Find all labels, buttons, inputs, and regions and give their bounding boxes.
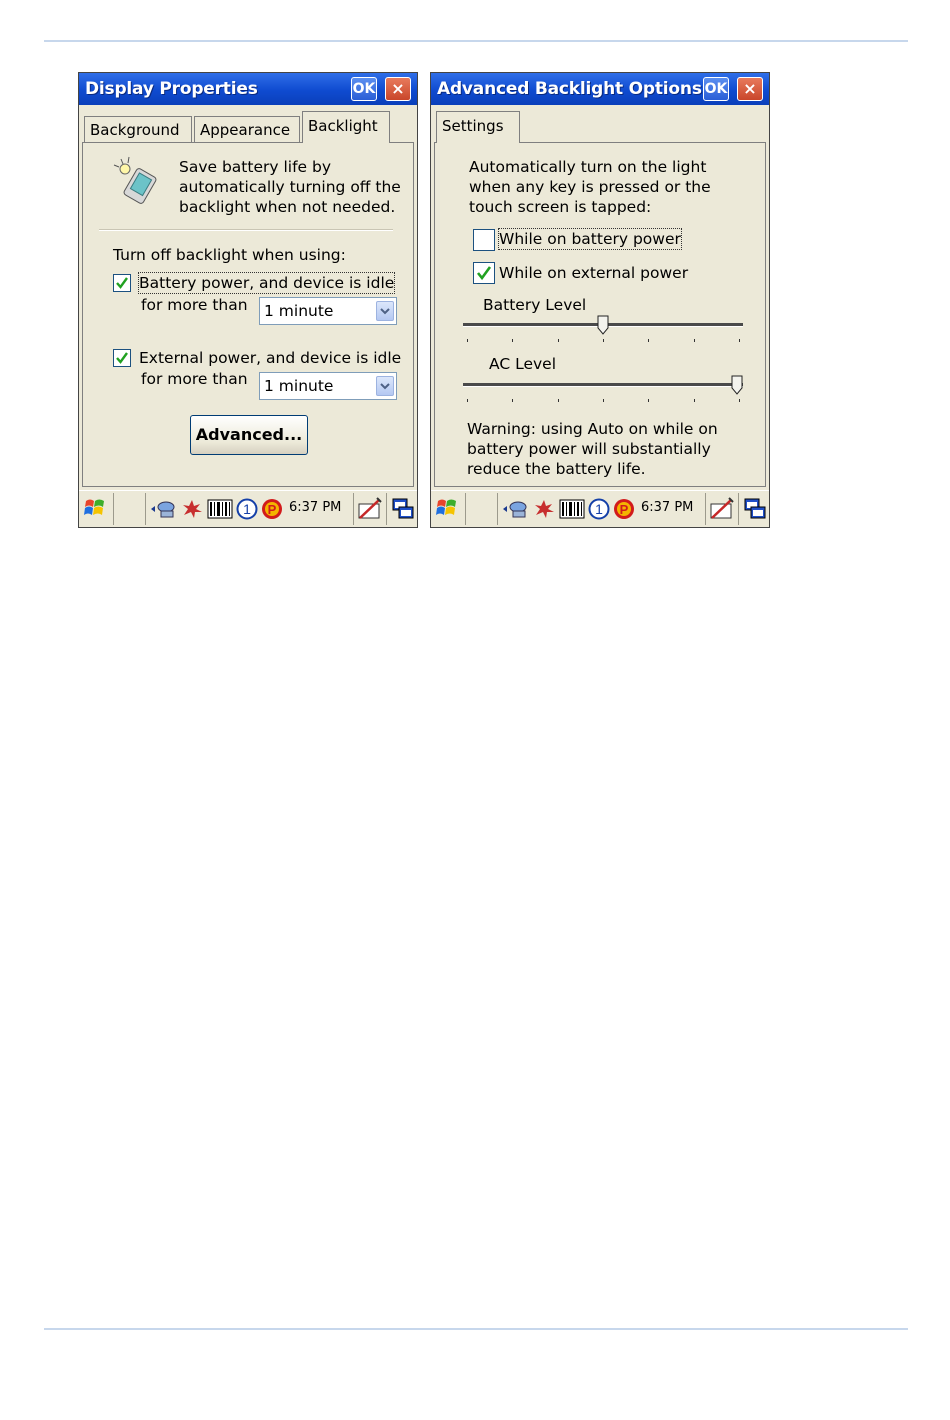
window-title: Display Properties	[79, 73, 417, 105]
svg-text:1: 1	[595, 501, 603, 517]
top-rule	[44, 40, 908, 42]
external-power-label: While on external power	[499, 264, 689, 282]
barcode-icon[interactable]	[559, 499, 585, 519]
input-panel-icon[interactable]	[709, 496, 735, 522]
taskbar	[79, 490, 417, 527]
description-line-1: Save battery life by	[179, 158, 332, 176]
description-line-3: backlight when not needed.	[179, 198, 396, 216]
tab-strip	[434, 111, 766, 143]
separator	[99, 229, 393, 231]
battery-level-thumb[interactable]	[597, 315, 609, 335]
battery-power-checkbox[interactable]	[473, 229, 495, 251]
start-flag-icon[interactable]	[82, 495, 108, 521]
warning-line-3: reduce the battery life.	[467, 460, 646, 478]
battery-level-tick	[694, 339, 695, 342]
ac-level-thumb[interactable]	[731, 375, 743, 395]
p-circle-icon[interactable]	[261, 498, 283, 520]
close-button[interactable]: ×	[385, 77, 411, 101]
settings-panel	[434, 142, 766, 487]
start-flag-icon[interactable]	[434, 495, 460, 521]
warning-line-1: Warning: using Auto on while on	[467, 420, 718, 438]
ac-level-tick	[694, 399, 695, 402]
tab-settings[interactable]: Settings	[436, 111, 520, 143]
one-circle-icon[interactable]	[588, 498, 610, 520]
clock[interactable]: 6:37 PM	[289, 500, 342, 515]
taskbar	[431, 490, 769, 527]
ac-level-track[interactable]	[463, 383, 743, 387]
ac-level-label: AC Level	[489, 355, 556, 373]
tab-background[interactable]: Background	[84, 116, 192, 142]
chevron-down-icon[interactable]	[376, 301, 394, 321]
display-properties-window	[78, 72, 418, 528]
battery-level-tick	[467, 339, 468, 342]
one-circle-icon[interactable]	[236, 498, 258, 520]
chevron-down-icon[interactable]	[376, 376, 394, 396]
barcode-icon[interactable]	[207, 499, 233, 519]
battery-for-label: for more than	[141, 296, 248, 314]
battery-timeout-value: 1 minute	[264, 302, 334, 320]
description-line-2: automatically turning off the	[179, 178, 401, 196]
battery-idle-checkbox[interactable]	[113, 274, 131, 292]
network-icon[interactable]	[501, 498, 531, 520]
battery-power-label[interactable]: While on battery power	[499, 230, 681, 248]
external-timeout-value: 1 minute	[264, 377, 334, 395]
input-panel-icon[interactable]	[357, 496, 383, 522]
battery-level-tick	[603, 339, 604, 342]
ac-level-tick	[467, 399, 468, 402]
p-circle-icon[interactable]	[613, 498, 635, 520]
description-line-3: touch screen is tapped:	[469, 198, 652, 216]
battery-level-label: Battery Level	[483, 296, 587, 314]
advanced-button[interactable]: Advanced...	[190, 415, 308, 455]
external-idle-label[interactable]: External power, and device is idle	[139, 349, 402, 367]
windows-switch-icon[interactable]	[743, 497, 767, 521]
tab-strip	[82, 111, 414, 143]
bottom-rule	[44, 1328, 908, 1330]
battery-timeout-select[interactable]	[259, 297, 397, 325]
close-button[interactable]: ×	[737, 77, 763, 101]
ac-level-tick	[603, 399, 604, 402]
network-icon[interactable]	[149, 498, 179, 520]
ac-level-tick	[558, 399, 559, 402]
clock[interactable]: 6:37 PM	[641, 500, 694, 515]
backlight-panel	[82, 142, 414, 487]
sync-icon[interactable]	[181, 498, 203, 520]
battery-level-tick	[648, 339, 649, 342]
external-timeout-select[interactable]	[259, 372, 397, 400]
warning-line-2: battery power will substantially	[467, 440, 711, 458]
turn-off-label: Turn off backlight when using:	[113, 246, 346, 264]
tab-backlight[interactable]: Backlight	[302, 111, 390, 143]
windows-switch-icon[interactable]	[391, 497, 415, 521]
backlight-device-icon	[111, 155, 163, 207]
ok-button[interactable]: OK	[703, 77, 729, 101]
advanced-backlight-window	[430, 72, 770, 528]
ac-level-tick	[739, 399, 740, 402]
battery-level-tick	[739, 339, 740, 342]
external-for-label: for more than	[141, 370, 248, 388]
battery-level-tick	[558, 339, 559, 342]
battery-level-tick	[512, 339, 513, 342]
battery-idle-label[interactable]: Battery power, and device is idle	[139, 274, 395, 292]
ac-level-tick	[648, 399, 649, 402]
description-line-1: Automatically turn on the light	[469, 158, 707, 176]
svg-text:P: P	[619, 502, 629, 517]
ok-button[interactable]: OK	[351, 77, 377, 101]
external-power-checkbox[interactable]	[473, 262, 495, 284]
sync-icon[interactable]	[533, 498, 555, 520]
description-line-2: when any key is pressed or the	[469, 178, 711, 196]
ac-level-tick	[512, 399, 513, 402]
tab-appearance[interactable]: Appearance	[194, 116, 300, 142]
external-idle-checkbox[interactable]	[113, 349, 131, 367]
svg-text:1: 1	[243, 501, 251, 517]
svg-text:P: P	[267, 502, 277, 517]
window-title: Advanced Backlight Options	[431, 73, 769, 105]
